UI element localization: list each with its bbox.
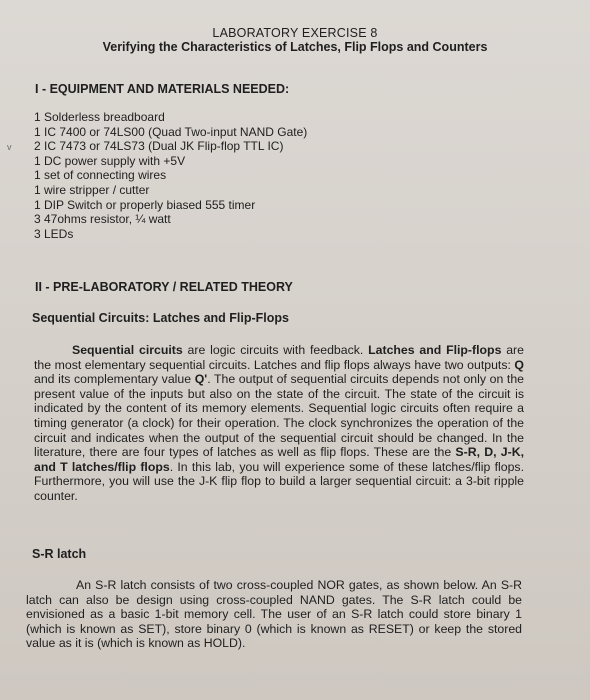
term-latch-types: S-R, D, J-K, and T latches/flip flops (34, 445, 524, 474)
term-q-prime: Q' (194, 372, 208, 387)
sequential-circuits-paragraph: Sequential circuits are logic circuits with feedback. Latches and Flip-flops are the most elementary sequential circuits. Latches and flip flops always have two outputs: Q and its complementary value Q'. The output of sequential circuits depends not only on the present value of the inputs but also on the state of the circuit. The state of the circuit is indicated by the content of its memory elements. Sequential logic circuits often require a timing generator (a clock) for their operation. The clock synchronizes the operation of the circuit and indicates when the output of the sequential circuit should be changed. In the literature, there are four types of latches as well as flip flops. These are the S-R, D, J-K, and T latches/flip flops. In this lab, you will experience some of these latches/flip flops. Furthermore, you will use the J-K flip flop to build a larger sequential circuit: a 3-bit ripple counter. (34, 343, 524, 503)
sr-latch-paragraph: An S-R latch consists of two cross-coupled NOR gates, as shown below. An S-R latch can also be design using cross-coupled NAND gates. The S-R latch could be envisioned as a basic 1-bit memory cell. The user of an S-R latch could store binary 1 (which is known as SET), store binary 0 (which is known as RESET) or keep the stored value as it is (which is known as HOLD). (26, 578, 522, 651)
sr-latch-heading: S-R latch (32, 547, 87, 561)
term-q: Q (514, 357, 524, 372)
term-latches-flipflops: Latches and Flip-flops (368, 343, 502, 357)
section-equipment-heading: I - EQUIPMENT AND MATERIALS NEEDED: (35, 82, 290, 96)
section-theory-heading: II - PRE-LABORATORY / RELATED THEORY (35, 280, 293, 294)
list-item: 1 DC power supply with +5V (34, 153, 186, 168)
list-item: 1 DIP Switch or properly biased 555 timer (34, 197, 256, 212)
lab-subtitle: Verifying the Characteristics of Latches, Flip Flops and Counters (102, 40, 488, 54)
list-item: 1 IC 7400 or 74LS00 (Quad Two-input NAND Gate) (34, 124, 308, 139)
lab-title: LABORATORY EXERCISE 8 (212, 26, 378, 40)
list-item: 1 set of connecting wires (34, 168, 167, 183)
list-item: 1 wire stripper / cutter (34, 182, 150, 197)
margin-mark: v (7, 142, 12, 152)
equipment-list (34, 110, 307, 241)
sequential-circuits-subheading: Sequential Circuits: Latches and Flip-Flops (32, 311, 289, 325)
list-item: 3 47ohms resistor, ¼ watt (34, 212, 171, 227)
term-sequential-circuits: Sequential circuits (72, 343, 183, 357)
list-item: 1 Solderless breadboard (34, 110, 165, 124)
list-item: 2 IC 7473 or 74LS73 (Dual JK Flip-flop TTL IC) (34, 139, 284, 154)
list-item: 3 LEDs (34, 226, 74, 241)
